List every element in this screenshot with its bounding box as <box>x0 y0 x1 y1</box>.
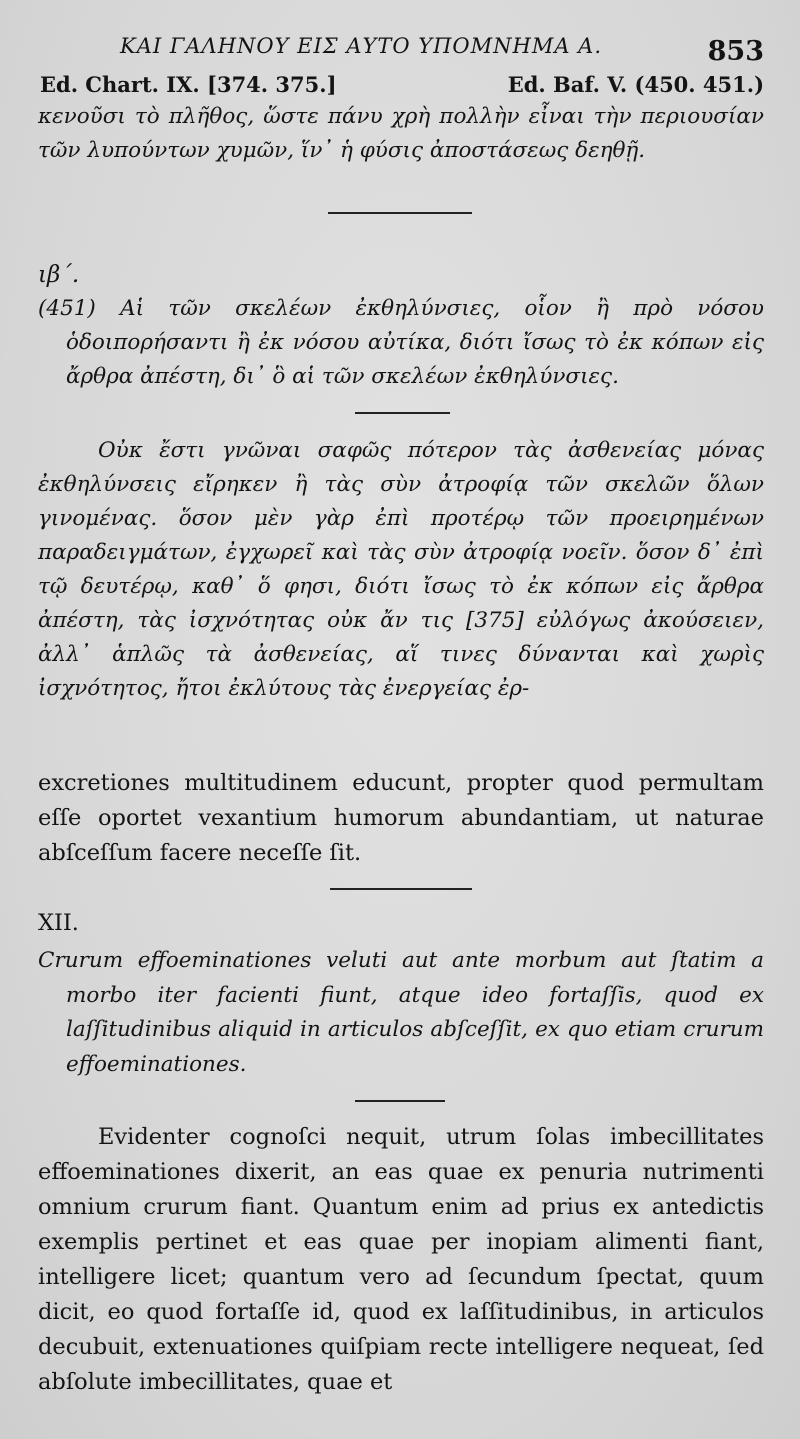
page-number: 853 <box>707 36 764 67</box>
greek-aphorism-block <box>38 292 764 394</box>
section-divider <box>328 212 472 214</box>
greek-continuation-text: κενοῦσι τὸ πλῆθος, ὥστε πάνυ χρὴ πολλὴν εἶναι τὴν περιουσίαν τῶν λυπούντων χυμῶν, ἵν᾽ ἡ φύσις ἀποστάσεως δεηθῇ. <box>38 104 764 163</box>
running-title: ΚΑΙ ΓΑΛΗΝΟΥ ΕΙΣ ΑΥΤΟ ΥΠΟΜΝΗΜΑ Α. <box>120 34 603 58</box>
latin-aphorism-text: Crurum effoeminationes veluti aut ante morbum aut ſtatim a morbo iter facienti fiunt, atque ideo fortaſſis, quod ex laſſitudinibus aliquid in articulos abſceſſit, ex quo etiam crurum effoeminationes. <box>38 948 764 1077</box>
aphorism-divider <box>355 412 450 414</box>
greek-continuation-block <box>38 100 764 168</box>
edition-references <box>40 72 764 102</box>
greek-aphorism-text: (451) Αἱ τῶν σκελέων ἐκθηλύνσιες, οἷον ἢ πρὸ νόσου ὁδοιπορήσαντι ἢ ἐκ νόσου αὐτίκα, διότι ἴσως τὸ ἐκ κόπων εἰς ἄρθρα ἀπέστη, δι᾽ ὃ αἱ τῶν σκελέων ἐκθηλύνσιες. <box>38 296 764 389</box>
latin-commentary-block <box>38 1120 764 1400</box>
edition-chart-reference: Ed. Chart. IX. [374. 375.] <box>40 72 337 97</box>
latin-section-divider <box>330 888 472 890</box>
greek-commentary-text: Οὐκ ἔστι γνῶναι σαφῶς πότερον τὰς ἀσθενείας μόνας ἐκθηλύνσεις εἴρηκεν ἢ τὰς σὺν ἀτροφίᾳ τῶν σκελῶν ὅλων γινομένας. ὅσον μὲν γὰρ ἐπὶ προτέρῳ τῶν προειρημένων παραδειγμάτων, ἐγχωρεῖ καὶ τὰς σὺν ἀτροφίᾳ νοεῖν. ὅσον δ᾽ ἐπὶ τῷ δευτέρῳ, καθ᾽ ὅ φησι, διότι ἴσως τὸ ἐκ κόπων εἰς ἄρθρα ἀπέστη, τὰς ἰσχνότητας οὐκ ἄν τις [375] εὐλόγως ἀκούσειεν, ἀλλ᾽ ἁπλῶς τὰ ἀσθενείας, αἵ τινες δύνανται καὶ χωρὶς ἰσχνότητος, ἤτοι ἐκλύτους τὰς ἐνεργείας ἐρ- <box>38 438 764 701</box>
latin-section-heading <box>38 906 764 942</box>
latin-aphorism-block <box>38 944 764 1082</box>
latin-continuation-text: excretiones multitudinem educunt, propter quod permultam eſſe oportet vexantium humorum abundantiam, ut naturae abſceſſum facere neceſſe ſit. <box>38 770 764 866</box>
edition-basel-reference: Ed. Baf. V. (450. 451.) <box>507 72 764 97</box>
greek-section-number: ιβ΄. <box>38 262 80 288</box>
latin-aphorism-divider <box>355 1100 445 1102</box>
greek-commentary-block <box>38 434 764 706</box>
latin-commentary-text: Evidenter cognoſci nequit, utrum ſolas imbecillitates effoeminationes dixerit, an eas quae ex penuria nutrimenti omnium crurum fiant. Quantum enim ad prius ex antedictis exemplis pertinet et eas quae per inopiam alimenti fiant, intelligere licet; quantum vero ad ſecundum ſpectat, quum dicit, eo quod fortaſſe id, quod ex laſſitudinibus, in articulos decubuit, extenuationes quiſpiam recte intelligere nequeat, ſed abſolute imbecillitates, quae et <box>38 1124 764 1395</box>
greek-section-heading <box>38 258 764 292</box>
latin-continuation-block <box>38 766 764 871</box>
latin-section-number: XII. <box>38 910 79 936</box>
running-head <box>120 30 764 70</box>
